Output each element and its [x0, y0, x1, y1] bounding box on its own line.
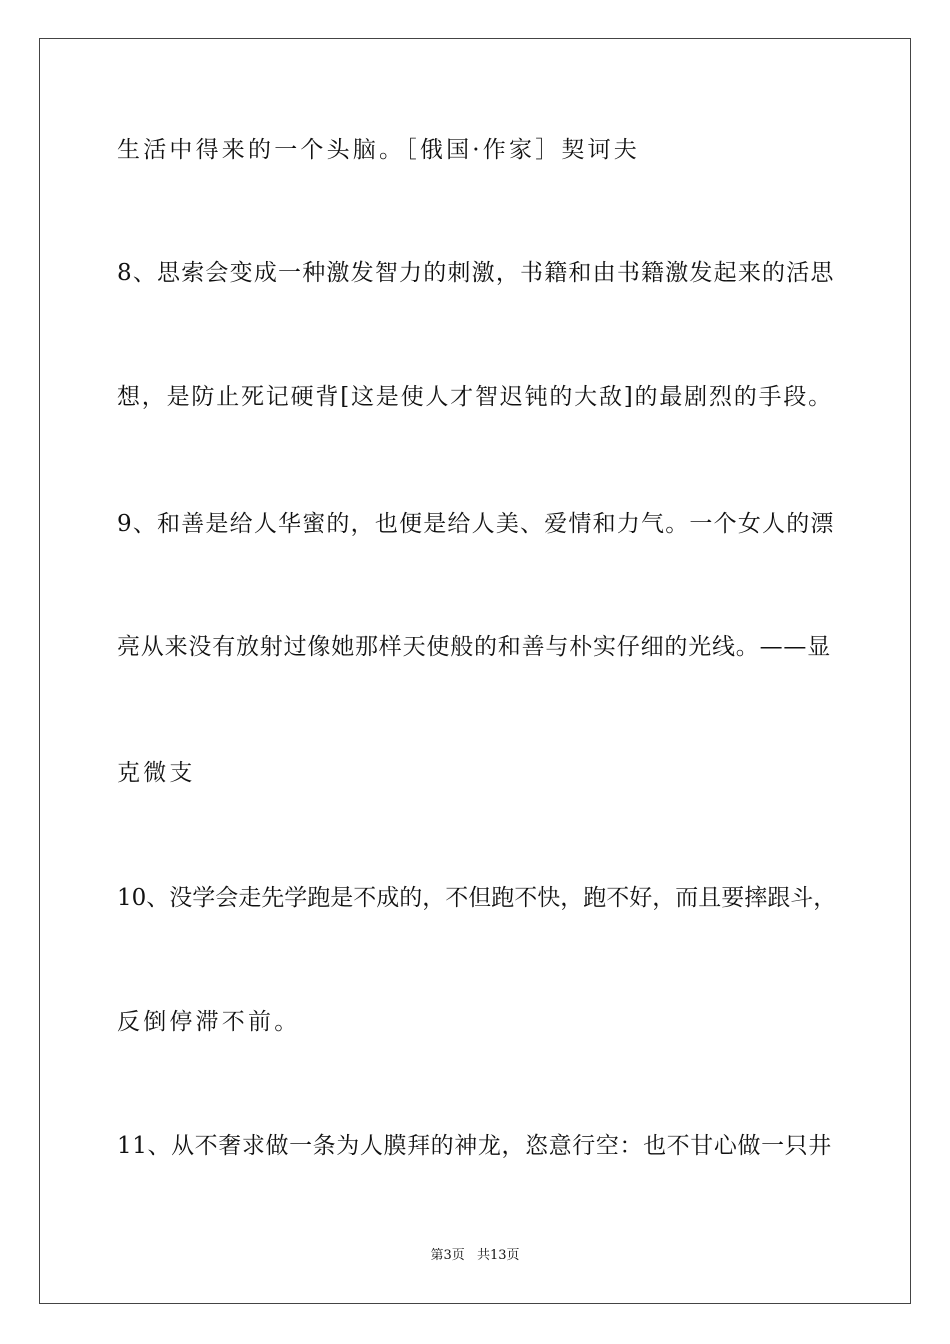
text-line-3: 想，是防止死记硬背[这是使人才智迟钝的大敌]的最剧烈的手段。: [117, 384, 833, 410]
page-total: 共13页: [476, 1248, 520, 1263]
text-line-7: 10、没学会走先学跑是不成的，不但跑不快，跑不好，而且要摔跟斗，: [117, 885, 837, 911]
text-line-5: 亮从来没有放射过像她那样天使般的和善与朴实仔细的光线。——显: [117, 634, 831, 660]
text-line-1: 生活中得来的一个头脑。［俄国·作家］契诃夫: [117, 137, 641, 163]
text-line-8: 反倒停滞不前。: [117, 1009, 301, 1035]
page-number: 第3页: [430, 1248, 465, 1263]
page-border: [39, 38, 911, 1304]
text-line-2: 8、思索会变成一种激发智力的刺激，书籍和由书籍激发起来的活思: [117, 260, 835, 286]
text-line-9: 11、从不奢求做一条为人膜拜的神龙，恣意行空：也不甘心做一只井: [117, 1133, 832, 1159]
text-line-6: 克微支: [117, 760, 196, 786]
text-line-4: 9、和善是给人华蜜的，也便是给人美、爱情和力气。一个女人的漂: [117, 511, 835, 537]
page-footer: [0, 1247, 950, 1265]
